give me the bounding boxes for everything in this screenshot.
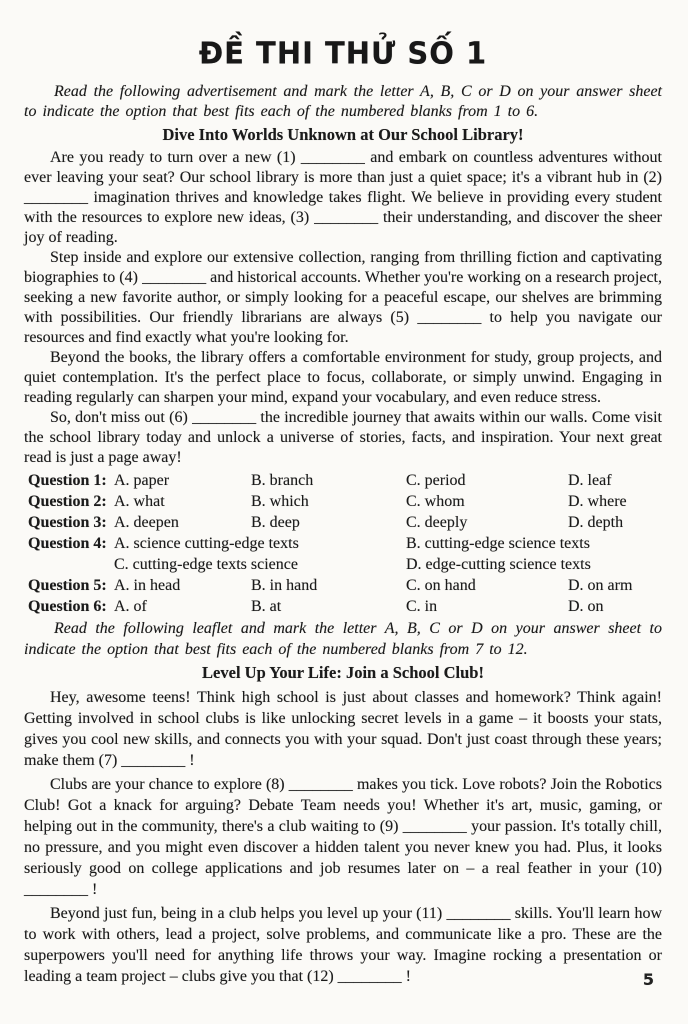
question-4-option-b: B. cutting-edge science texts — [406, 535, 590, 552]
questions-block — [28, 470, 662, 617]
question-2-label: Question 2: — [28, 493, 107, 510]
passage2-paragraph-3: Beyond just fun, being in a club helps you level up your (11) ________ skills. You'll learn how to work with others, lead a project, solve problems, and communicate like a pro. These are the superpowers you'll need for anything life throws your way. Imagine rocking a presentation or leading a team project – clubs give you that (12) ________ ! — [24, 905, 662, 985]
section-1 — [24, 82, 662, 468]
section1-instruction: Read the following advertisement and mark the letter A, B, C or D on your answer sheet to indicate the option that best fits each of the numbered blanks from 1 to 6. — [24, 83, 662, 120]
passage1-paragraph-3: Beyond the books, the library offers a comfortable environment for study, group projects, and quiet contemplation. It's the perfect place to focus, collaborate, or simply unwind. Engaging in reading regularly can sharpen your mind, expand your vocabulary, and even reduce stress. — [24, 349, 662, 406]
question-row-2 — [28, 491, 662, 512]
section2-instruction: Read the following leaflet and mark the letter A, B, C or D on your answer sheet to indicate the option that best fits each of the numbered blanks from 7 to 12. — [24, 620, 662, 658]
question-6-label: Question 6: — [28, 598, 107, 615]
exam-title: ĐỀ THI THỬ SỐ 1 — [198, 35, 488, 71]
passage2-paragraph-1: Hey, awesome teens! Think high school is just about classes and homework? Think again! Getting involved in school clubs is like unlocking secret levels in a game – it boosts your stats, gives you cool new skills, and connects you with your squad. Don't just coast through these years; make them (7) ________ ! — [24, 689, 662, 769]
question-2-option-d: D. where — [568, 493, 627, 510]
question-row-6 — [28, 596, 662, 617]
question-row-1 — [28, 470, 662, 491]
question-5-label: Question 5: — [28, 577, 107, 594]
question-row-4-continued — [28, 554, 662, 575]
question-5-option-b: B. in hand — [251, 577, 318, 594]
question-3-option-b: B. deep — [251, 514, 300, 531]
question-row-5 — [28, 575, 662, 596]
question-4-label: Question 4: — [28, 535, 107, 552]
question-4-option-a: A. science cutting-edge texts — [114, 535, 299, 552]
question-1-option-a: A. paper — [114, 472, 170, 489]
question-5-option-c: C. on hand — [406, 577, 476, 594]
question-2-option-a: A. what — [114, 493, 165, 510]
question-1-label: Question 1: — [28, 472, 107, 489]
question-3-option-a: A. deepen — [114, 514, 179, 531]
question-5-option-d: D. on arm — [568, 577, 633, 594]
question-5-option-a: A. in head — [114, 577, 181, 594]
passage2-heading: Level Up Your Life: Join a School Club! — [202, 663, 484, 682]
passage2-paragraph-2: Clubs are your chance to explore (8) ________ makes you tick. Love robots? Join the Robotics Club! Got a knack for arguing? Debate Team needs you! Whether it's art, music, gaming, or helping out in the community, there's a club waiting to (9) ________ your passion. It's totally chill, no pressure, and you might even discover a hidden talent you never knew you had. Plus, it looks seriously good on college applications and job resumes later on – a real feather in your (10) ________ ! — [24, 776, 662, 898]
question-3-option-c: C. deeply — [406, 514, 468, 531]
question-3-option-d: D. depth — [568, 514, 624, 531]
question-row-4 — [28, 533, 662, 554]
question-6-option-a: A. of — [114, 598, 147, 615]
question-1-option-b: B. branch — [251, 472, 314, 489]
question-4-option-d: D. edge-cutting science texts — [406, 556, 591, 573]
question-4-option-c: C. cutting-edge texts science — [114, 556, 298, 573]
passage1-heading: Dive Into Worlds Unknown at Our School Library! — [162, 125, 524, 144]
question-3-label: Question 3: — [28, 514, 107, 531]
question-1-option-c: C. period — [406, 472, 466, 489]
question-row-3 — [28, 512, 662, 533]
question-6-option-c: C. in — [406, 598, 438, 615]
question-6-option-b: B. at — [251, 598, 282, 615]
question-1-option-d: D. leaf — [568, 472, 612, 489]
passage1-paragraph-2: Step inside and explore our extensive collection, ranging from thrilling fiction and captivating biographies to (4) ________ and historical accounts. Whether you're working on a research project, seeking a new favorite author, or simply looking for a peaceful escape, our shelves are brimming with possibilities. Our friendly librarians are always (5) ________ to help you navigate our resources and find exactly what you're looking for. — [24, 249, 662, 346]
section-2 — [24, 618, 662, 987]
question-4-label-spacer — [28, 554, 114, 575]
question-6-option-d: D. on — [568, 598, 604, 615]
question-2-option-c: C. whom — [406, 493, 465, 510]
question-2-option-b: B. which — [251, 493, 309, 510]
passage1-paragraph-4: So, don't miss out (6) ________ the incredible journey that awaits within our walls. Come visit the school library today and unlock a universe of stories, facts, and inspiration. Your next great read is just a page away! — [24, 409, 662, 466]
page-number: 5 — [642, 970, 654, 989]
passage1-paragraph-1: Are you ready to turn over a new (1) ________ and embark on countless adventures without ever leaving your seat? Our school library is more than just a quiet space; it's a vibrant hub in (2) ________ imagination thrives and knowledge takes flight. We believe in providing every student with the resources to explore new ideas, (3) ________ their understanding, and discover the sheer joy of reading. — [24, 149, 662, 246]
